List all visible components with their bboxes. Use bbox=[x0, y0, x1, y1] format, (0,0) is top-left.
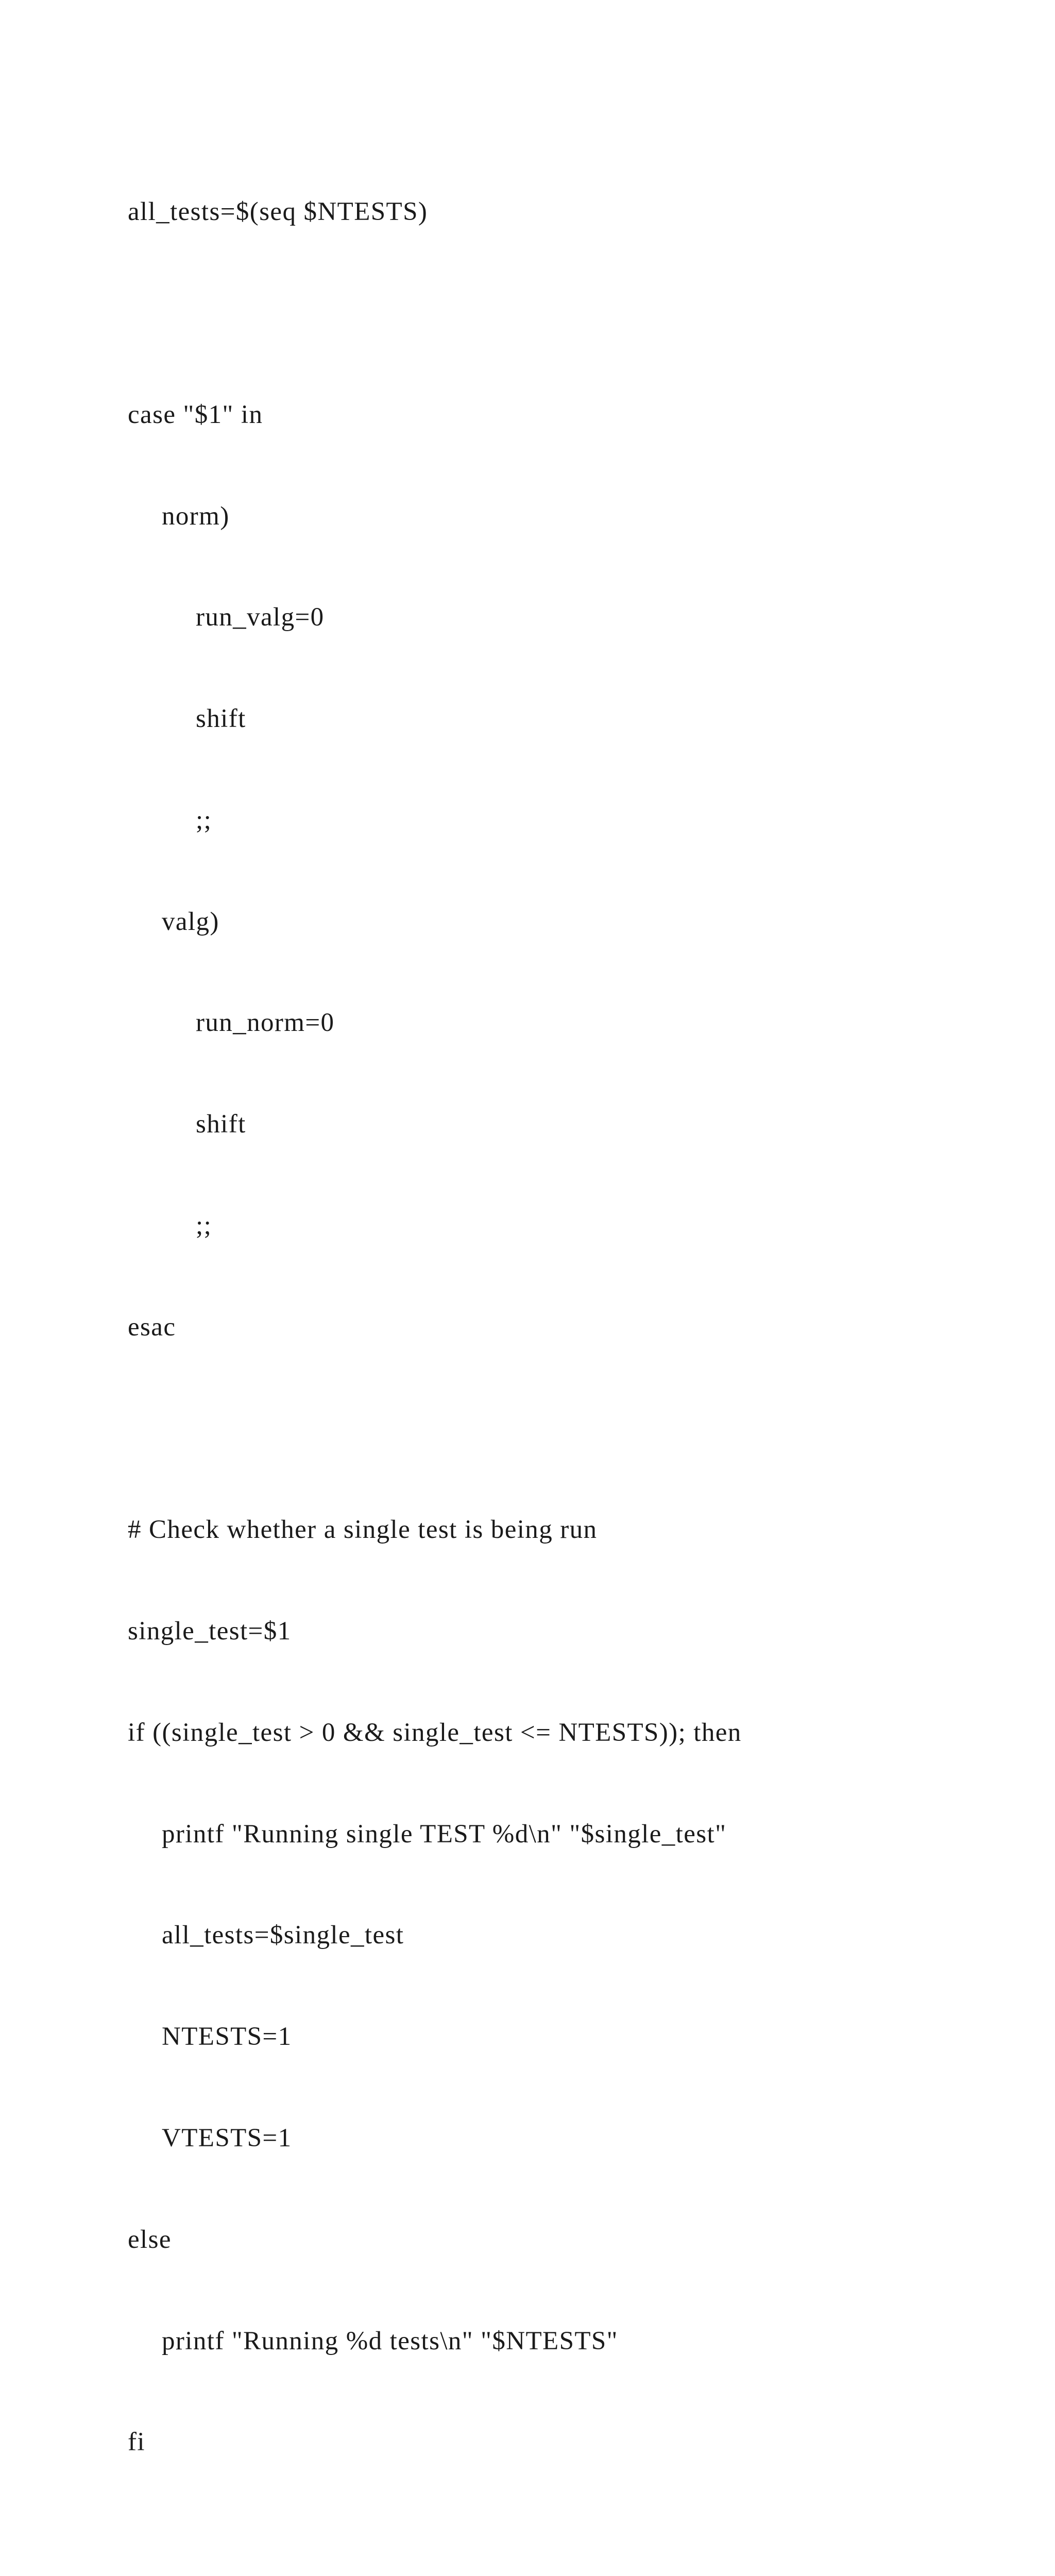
code-line: fi bbox=[128, 2428, 145, 2457]
code-comment-line: # Check whether a single test is being run bbox=[128, 1515, 598, 1545]
code-line: case "$1" in bbox=[128, 400, 263, 429]
code-line: if ((single_test > 0 && single_test <= NTESTS)); then bbox=[128, 1718, 742, 1747]
code-line: run_norm=0 bbox=[196, 1008, 335, 1038]
code-line: shift bbox=[196, 1110, 246, 1139]
code-line: NTESTS=1 bbox=[162, 2022, 292, 2052]
code-line: else bbox=[128, 2225, 172, 2254]
code-listing bbox=[128, 128, 1003, 2576]
code-line bbox=[128, 1412, 1003, 1446]
code-line: ;; bbox=[196, 1211, 212, 1240]
code-line: VTESTS=1 bbox=[162, 2124, 292, 2153]
code-line: printf "Running %d tests\n" "$NTESTS" bbox=[162, 2326, 618, 2355]
code-line: shift bbox=[196, 704, 246, 734]
code-line: norm) bbox=[162, 501, 230, 531]
code-line: single_test=$1 bbox=[128, 1617, 292, 1646]
code-line bbox=[128, 2527, 1003, 2561]
code-line: printf "Running single TEST %d\n" "$single_test" bbox=[162, 1819, 727, 1849]
code-line: ;; bbox=[196, 805, 212, 835]
code-line: run_valg=0 bbox=[196, 603, 325, 632]
code-line bbox=[128, 297, 1003, 331]
code-line: esac bbox=[128, 1312, 176, 1342]
code-line: all_tests=$(seq $NTESTS) bbox=[128, 197, 428, 227]
code-line: valg) bbox=[162, 907, 219, 936]
code-line: all_tests=$single_test bbox=[162, 1921, 404, 1950]
